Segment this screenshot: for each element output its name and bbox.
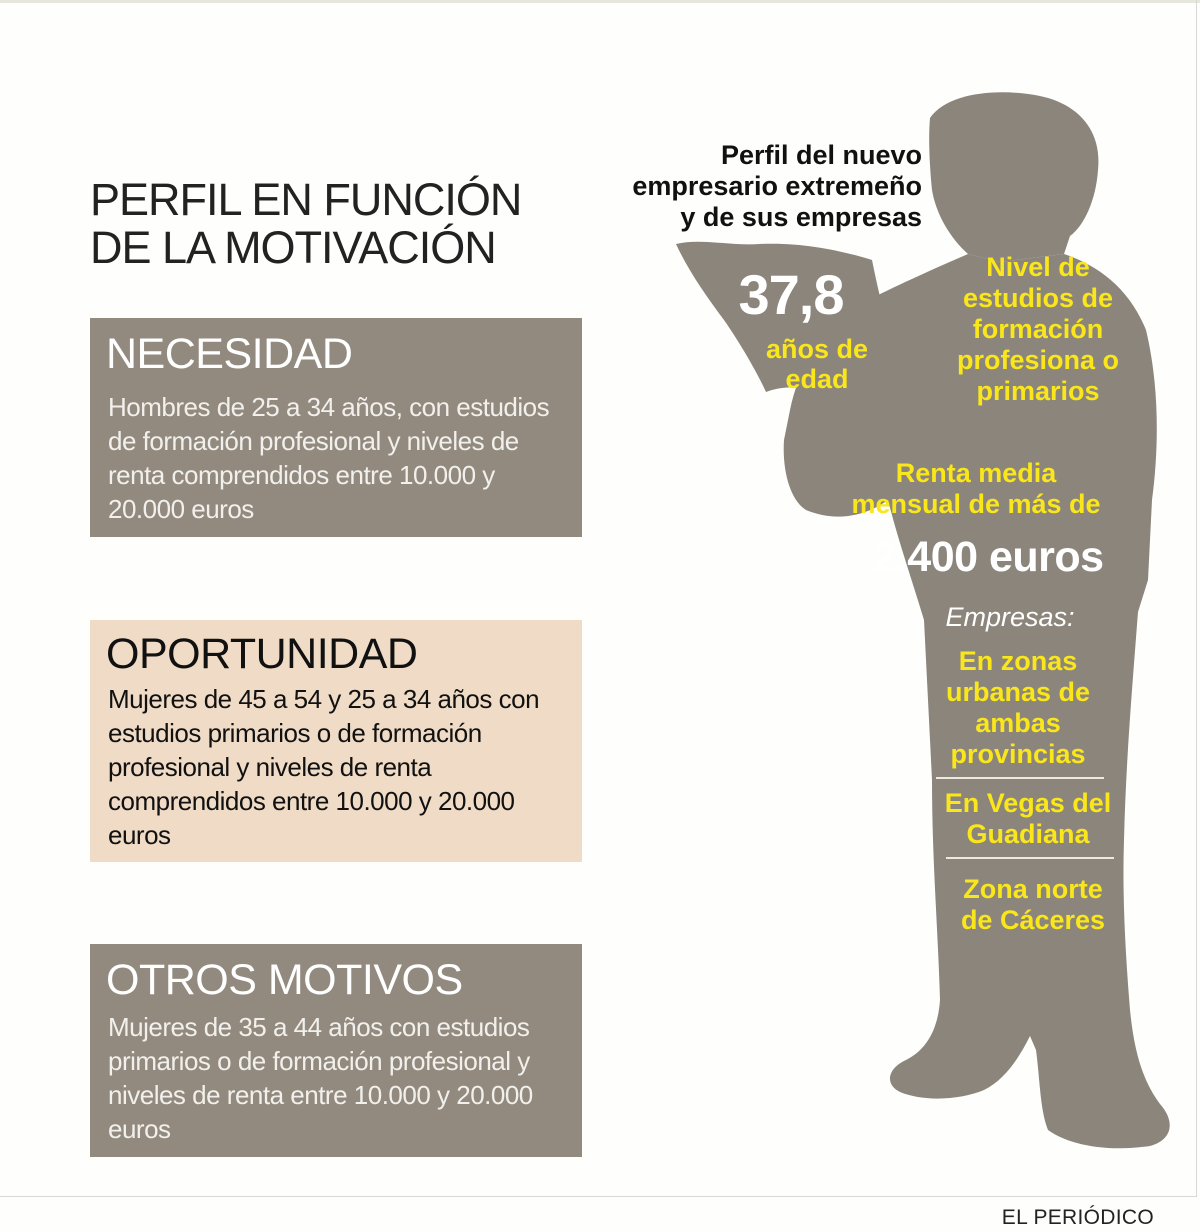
- motivation-box-oportunidad: [90, 620, 582, 862]
- motivation-heading: OTROS MOTIVOS: [106, 956, 463, 1004]
- location-north-caceres: Zona norte de Cáceres: [960, 874, 1106, 935]
- income-label: Renta media mensual de más de: [851, 458, 1101, 519]
- motivation-box-otros-motivos: [90, 944, 582, 1157]
- motivation-heading: OPORTUNIDAD: [106, 630, 418, 678]
- location-vegas-guadiana: En Vegas del Guadiana: [944, 788, 1112, 849]
- divider: [946, 857, 1114, 859]
- divider: [936, 777, 1104, 779]
- education-level-text: Nivel de estudios de formación profesiona o primarios: [956, 252, 1119, 406]
- page-title: PERFIL EN FUNCIÓN DE LA MOTIVACIÓN: [90, 174, 522, 273]
- location-urban-areas: En zonas urbanas de ambas provincias: [945, 646, 1091, 769]
- motivation-description: Mujeres de 45 a 54 y 25 a 34 años con estudios primarios o de formación profesional y niveles de renta comprendidos entre 10.000 y 20.000 euros: [108, 684, 540, 850]
- profile-title: Perfil del nuevo empresario extremeño y de sus empresas: [632, 140, 922, 232]
- average-age-value: 37,8: [738, 263, 844, 326]
- motivation-description: Mujeres de 35 a 44 años con estudios primarios o de formación profesional y niveles de renta entre 10.000 y 20.000 euros: [108, 1012, 533, 1144]
- average-age-label: años de edad: [765, 334, 869, 394]
- motivation-description: Hombres de 25 a 34 años, con estudios de formación profesional y niveles de renta comprendidos entre 10.000 y 20.000 euros: [108, 392, 550, 524]
- income-value: 2.400 euros: [872, 533, 1104, 581]
- source-credit: EL PERIÓDICO: [1001, 1206, 1154, 1229]
- motivation-heading: NECESIDAD: [106, 330, 353, 378]
- companies-label: Empresas:: [945, 602, 1075, 632]
- motivation-box-necesidad: [90, 318, 582, 537]
